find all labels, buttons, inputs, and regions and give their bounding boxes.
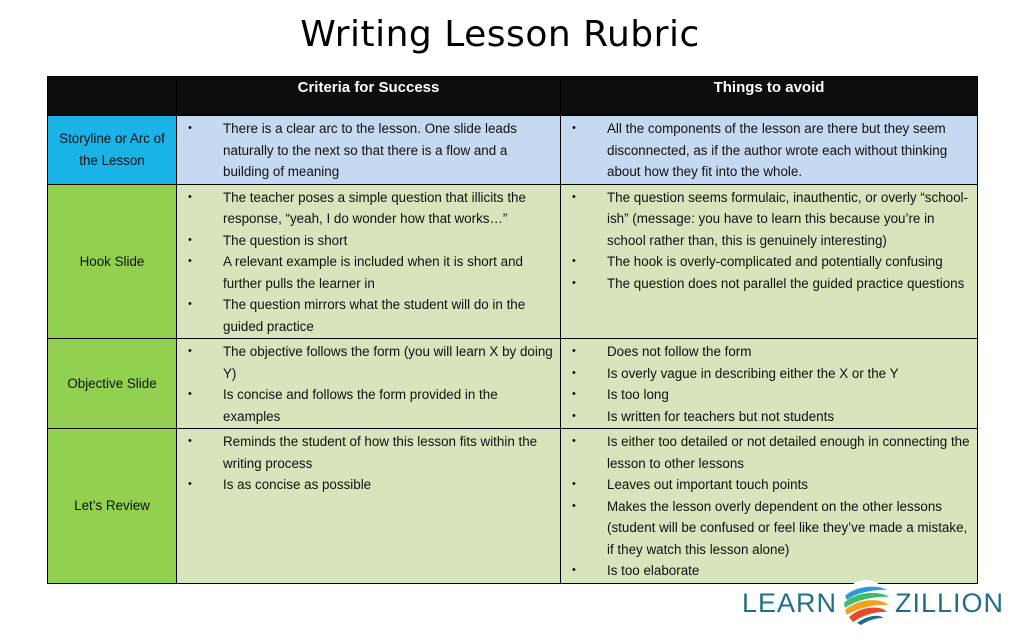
- page-title: Writing Lesson Rubric: [300, 14, 700, 55]
- bullet-icon: •: [572, 190, 576, 203]
- learnzillion-swirl-icon: [839, 578, 893, 628]
- row-label-hook-slide: Hook Slide: [48, 184, 177, 339]
- list-item: • Is overly vague in describing either the X or the Y: [561, 363, 971, 385]
- list-item: • Makes the lesson overly dependent on the other lessons (student will be confused or feel like they’ve made a mistake, if they watch this lesson alone): [561, 496, 971, 561]
- row-label-lets-review: Let’s Review: [48, 429, 177, 584]
- rubric-table: [47, 76, 978, 584]
- bullet-icon: •: [572, 435, 576, 447]
- bullet-icon: •: [572, 478, 576, 490]
- avoid-cell-lets-review: [561, 429, 978, 584]
- bullet-icon: •: [572, 255, 576, 267]
- list-item: • Leaves out important touch points: [561, 474, 971, 496]
- bullet-icon: •: [572, 564, 576, 576]
- bullet-icon: •: [572, 388, 576, 400]
- table-row-storyline: [48, 116, 978, 185]
- table-row-lets-review: [48, 429, 978, 584]
- list-item: • Is as concise as possible: [177, 474, 554, 496]
- list-item: • Is either too detailed or not detailed enough in connecting the lesson to other lessons: [561, 431, 971, 474]
- list-item: • The hook is overly-complicated and potentially confusing: [561, 251, 971, 273]
- bullet-icon: •: [188, 388, 192, 400]
- avoid-cell-storyline: [561, 116, 978, 185]
- bullet-icon: •: [188, 478, 192, 490]
- list-item: • The question does not parallel the guided practice questions: [561, 273, 971, 295]
- list-item: • The question mirrors what the student will do in the guided practice: [177, 294, 554, 337]
- success-cell-hook-slide: [177, 184, 561, 339]
- header-things-to-avoid: Things to avoid: [561, 77, 978, 116]
- list-item: • Is written for teachers but not students: [561, 406, 971, 428]
- header-corner: [48, 77, 177, 116]
- list-item: • Does not follow the form: [561, 341, 971, 363]
- bullet-icon: •: [572, 366, 576, 379]
- logo-text-learn: LEARN: [742, 587, 838, 618]
- bullet-icon: •: [188, 435, 192, 447]
- list-item: • All the components of the lesson are there but they seem disconnected, as if the author wrote each without thinking about how they fit into the whole.: [561, 118, 971, 183]
- table-header-row: [48, 77, 978, 116]
- list-item: • The question is short: [177, 230, 554, 252]
- success-cell-objective-slide: [177, 339, 561, 429]
- logo-text-zillion: ZILLION: [895, 587, 1005, 618]
- list-item: • There is a clear arc to the lesson. One slide leads naturally to the next so that there is a flow and a building of meaning: [177, 118, 554, 183]
- table-row-hook-slide: [48, 184, 978, 339]
- avoid-cell-objective-slide: [561, 339, 978, 429]
- bullet-icon: •: [572, 499, 576, 512]
- bullet-icon: •: [572, 409, 576, 422]
- learnzillion-logo: [742, 578, 1004, 628]
- row-label-storyline: Storyline or Arc of the Lesson: [48, 116, 177, 185]
- header-criteria-for-success: Criteria for Success: [177, 77, 561, 116]
- bullet-icon: •: [188, 233, 192, 246]
- bullet-icon: •: [572, 122, 576, 134]
- list-item: • The objective follows the form (you will learn X by doing Y): [177, 341, 554, 384]
- success-cell-storyline: [177, 116, 561, 185]
- bullet-icon: •: [188, 122, 192, 134]
- list-item: • Reminds the student of how this lesson fits within the writing process: [177, 431, 554, 474]
- success-cell-lets-review: [177, 429, 561, 584]
- avoid-cell-hook-slide: [561, 184, 978, 339]
- bullet-icon: •: [572, 345, 576, 357]
- row-label-objective-slide: Objective Slide: [48, 339, 177, 429]
- list-item: • The question seems formulaic, inauthentic, or overly “school-ish” (message: you have to learn this because you’re in school rather than, this is genuinely interesting): [561, 187, 971, 252]
- list-item: • A relevant example is included when it is short and further pulls the learner in: [177, 251, 554, 294]
- bullet-icon: •: [188, 298, 192, 310]
- bullet-icon: •: [188, 345, 192, 357]
- bullet-icon: •: [188, 190, 192, 203]
- bullet-icon: •: [188, 255, 192, 267]
- list-item: • Is too long: [561, 384, 971, 406]
- list-item: • Is too elaborate: [561, 560, 971, 582]
- list-item: • Is concise and follows the form provided in the examples: [177, 384, 554, 427]
- bullet-icon: •: [572, 276, 576, 289]
- table-row-objective-slide: [48, 339, 978, 429]
- list-item: • The teacher poses a simple question that illicits the response, “yeah, I do wonder how that works…”: [177, 187, 554, 230]
